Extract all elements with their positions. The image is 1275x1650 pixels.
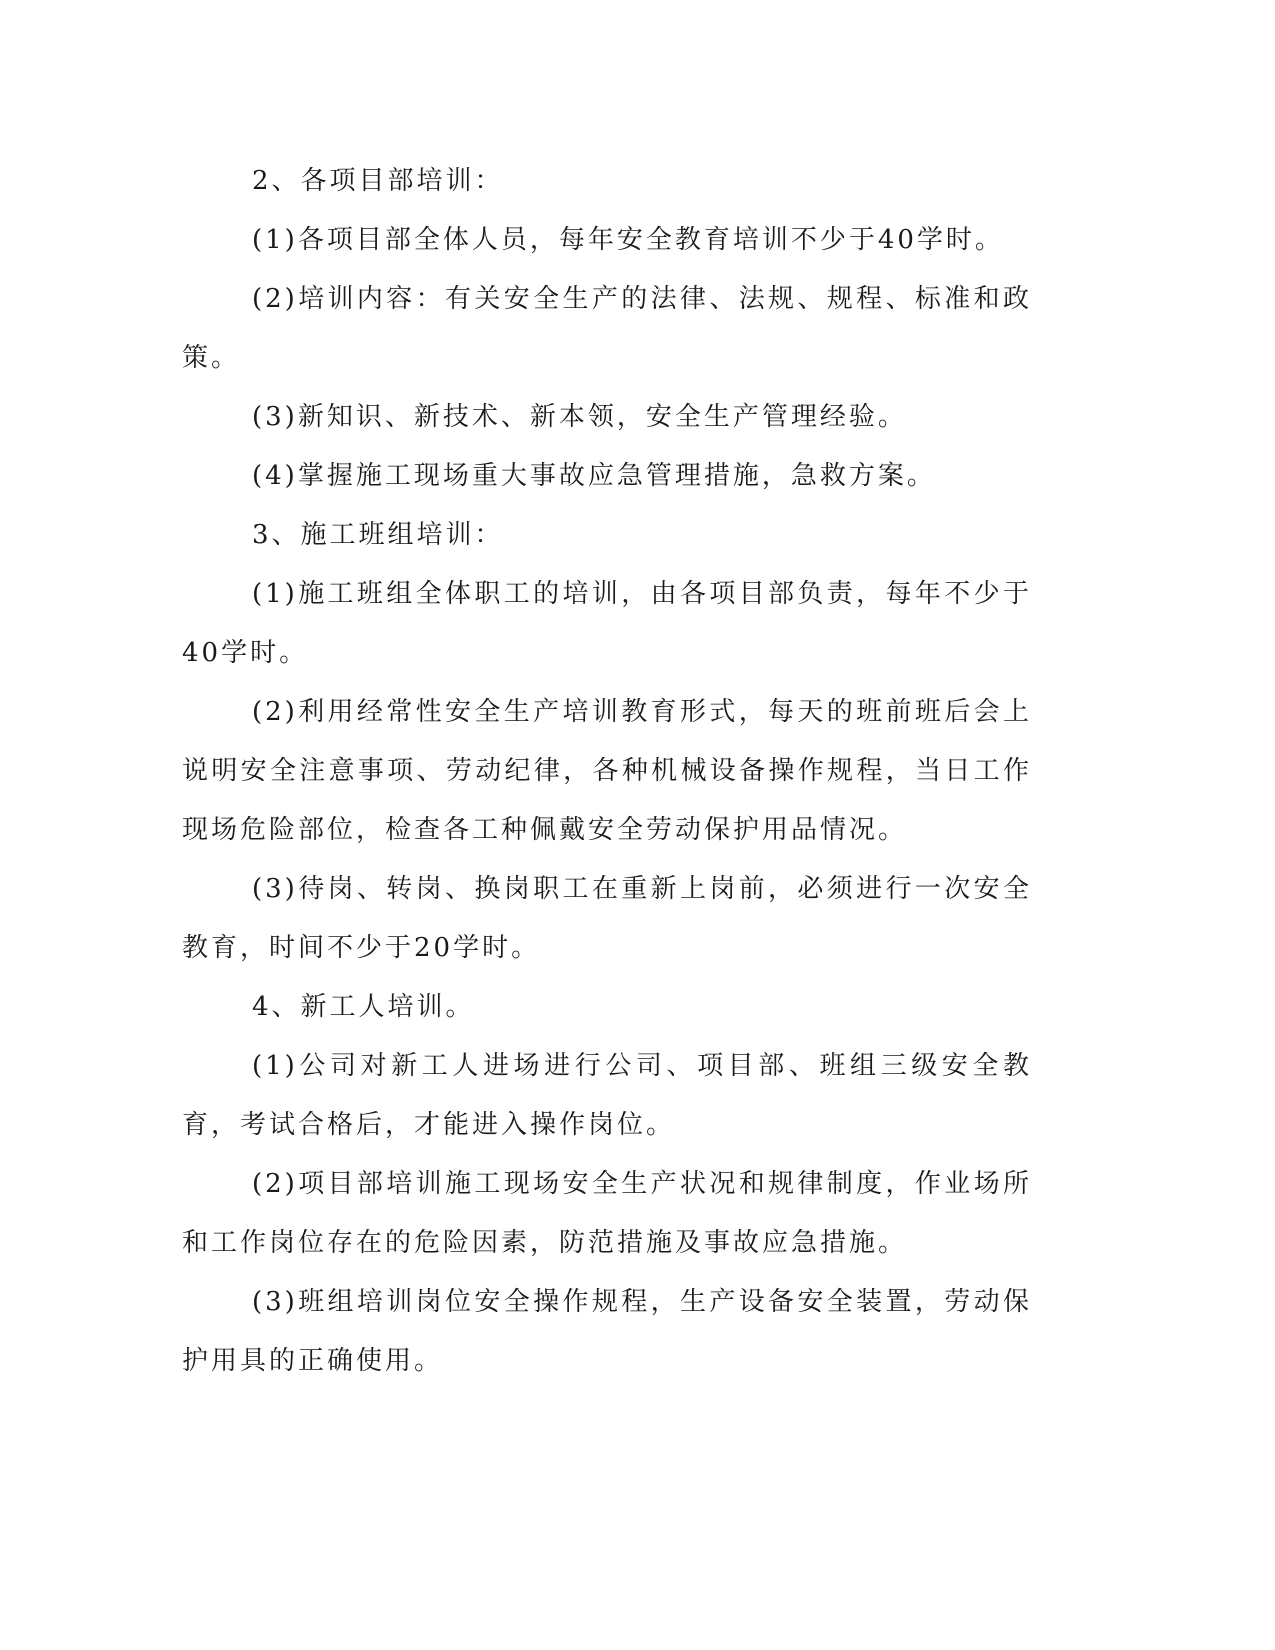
list-item: (2)项目部培训施工现场安全生产状况和规律制度，作业场所和工作岗位存在的危险因素，防范措施及事故应急措施。 bbox=[182, 1169, 1032, 1258]
list-item: (4)掌握施工现场重大事故应急管理措施，急救方案。 bbox=[252, 461, 936, 491]
list-item: (1)各项目部全体人员，每年安全教育培训不少于40学时。 bbox=[252, 225, 1004, 255]
section-heading-team-training: 3、施工班组培训： bbox=[252, 520, 504, 550]
section-heading-project-training: 2、各项目部培训： bbox=[252, 166, 504, 196]
list-item: (3)新知识、新技术、新本领，安全生产管理经验。 bbox=[252, 402, 907, 432]
list-item: (1)施工班组全体职工的培训，由各项目部负责，每年不少于40学时。 bbox=[182, 579, 1032, 668]
list-item: (3)待岗、转岗、换岗职工在重新上岗前，必须进行一次安全教育，时间不少于20学时。 bbox=[182, 874, 1032, 963]
list-item: (2)利用经常性安全生产培训教育形式，每天的班前班后会上说明安全注意事项、劳动纪律，各种机械设备操作规程，当日工作现场危险部位，检查各工种佩戴安全劳动保护用品情况。 bbox=[182, 697, 1032, 845]
list-item: (3)班组培训岗位安全操作规程，生产设备安全装置，劳动保护用具的正确使用。 bbox=[182, 1287, 1032, 1376]
list-item: (1)公司对新工人进场进行公司、项目部、班组三级安全教育，考试合格后，才能进入操作岗位。 bbox=[182, 1051, 1032, 1140]
document-body bbox=[182, 152, 1032, 1391]
section-heading-new-worker-training: 4、新工人培训。 bbox=[252, 992, 475, 1022]
list-item: (2)培训内容：有关安全生产的法律、法规、规程、标准和政策。 bbox=[182, 284, 1032, 373]
